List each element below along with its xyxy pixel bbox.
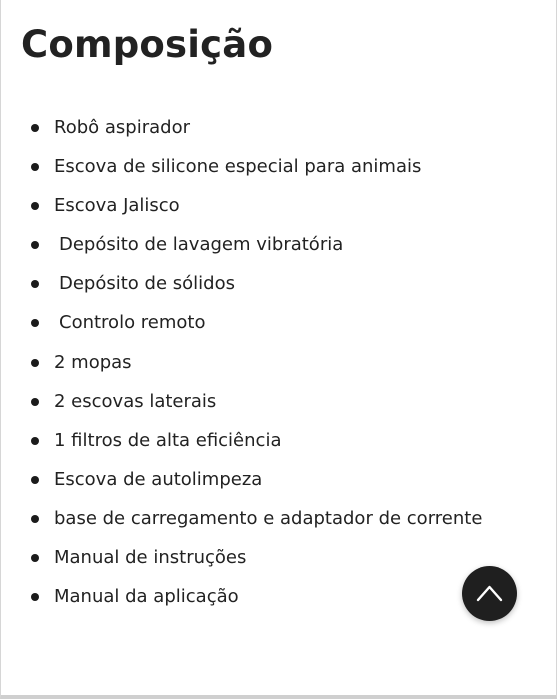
bullet-icon [31,554,39,562]
list-item [0,186,540,225]
chevron-up-icon [476,583,503,603]
list-item-label: base de carregamento e adaptador de corrente [54,507,483,529]
scroll-to-top-button[interactable] [462,566,517,621]
list-item-label: Escova Jalisco [54,195,180,217]
list-item [0,264,540,303]
composition-list [0,108,540,616]
list-item [0,147,540,186]
list-item [0,538,540,577]
bullet-icon [31,359,39,367]
list-item [0,382,540,421]
list-item [0,577,540,616]
list-item [0,421,540,460]
list-item-label: Controlo remoto [59,312,206,334]
list-item-label: Robô aspirador [54,117,190,138]
bullet-icon [31,319,39,327]
bullet-icon [31,437,39,445]
list-item-label: Manual de instruções [54,547,247,569]
list-item [0,225,540,264]
bullet-icon [31,202,39,210]
bullet-icon [31,476,39,484]
list-item-label: Escova de autolimpeza [54,468,263,490]
list-item-label: 2 escovas laterais [54,390,217,412]
bullet-icon [31,398,39,406]
list-item [0,303,540,342]
list-item [0,460,540,499]
list-item [0,343,540,382]
list-item-label: Escova de silicone especial para animais [54,156,422,178]
list-item-label: 2 mopas [54,351,132,373]
list-item-label: Depósito de sólidos [59,273,235,295]
bullet-icon [31,241,39,249]
bullet-icon [31,124,39,132]
list-item-label: 1 filtros de alta eficiência [54,429,282,451]
bullet-icon [31,593,39,601]
list-item-label: Manual da aplicação [54,586,239,608]
bullet-icon [31,163,39,171]
bullet-icon [31,280,39,288]
list-item-label: Depósito de lavagem vibratória [59,234,344,256]
list-item [0,108,540,147]
list-item [0,499,540,538]
page-title: Composição [21,23,274,66]
bullet-icon [31,515,39,523]
